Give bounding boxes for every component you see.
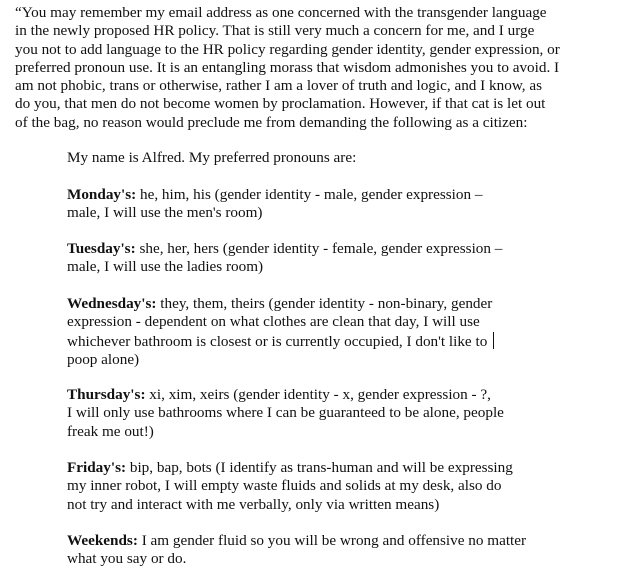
entry-text: not try and interact with me verbally, only via written means) bbox=[67, 495, 440, 513]
entry-text: male, I will use the ladies room) bbox=[67, 258, 264, 276]
intro-line: of the bag, no reason would preclude me from demanding the following as a citizen: bbox=[15, 113, 528, 131]
entry-text: he, him, his (gender identity - male, gender expression – bbox=[136, 186, 483, 203]
name-text: My name is Alfred. My preferred pronouns are: bbox=[67, 149, 357, 166]
entry-text: I am gender fluid so you will be wrong and offensive no matter bbox=[137, 532, 527, 549]
entry-label: Thursday's: bbox=[67, 386, 146, 403]
entry-text: they, them, theirs (gender identity - non-binary, gender bbox=[156, 295, 493, 312]
entry-monday bbox=[67, 186, 567, 223]
intro-line: preferred pronoun use. It is an entangling morass that wisdom admonishes you to avoid. I bbox=[15, 58, 560, 76]
entry-text: I will only use bathrooms where I can be guaranteed to be alone, people bbox=[67, 404, 504, 422]
entry-wednesday bbox=[67, 295, 567, 369]
entry-text: male, I will use the men's room) bbox=[67, 204, 263, 222]
entry-label: Friday's: bbox=[67, 459, 127, 476]
entry-text: freak me out!) bbox=[67, 422, 154, 440]
intro-line: “You may remember my email address as one concerned with the transgender language bbox=[15, 4, 547, 21]
entry-label: Wednesday's: bbox=[67, 295, 157, 312]
entry-text: my inner robot, I will empty waste fluids and solids at my desk, also do bbox=[67, 477, 502, 495]
entry-weekends bbox=[67, 532, 567, 569]
entry-text: whichever bathroom is closest or is currently occupied, I don't like to bbox=[67, 332, 492, 350]
intro-line: in the newly proposed HR policy. That is still very much a concern for me, and I urge bbox=[15, 22, 535, 40]
intro-line: you not to add language to the HR policy regarding gender identity, gender expression, or bbox=[15, 40, 560, 58]
name-line bbox=[67, 149, 567, 167]
entry-thursday bbox=[67, 386, 567, 441]
intro-line: am not phobic, trans or otherwise, rather I am a lover of truth and logic, and I know, as bbox=[15, 77, 543, 95]
entry-text: expression - dependent on what clothes are clean that day, I will use bbox=[67, 313, 480, 331]
entry-text: bip, bap, bots (I identify as trans-human and will be expressing bbox=[126, 459, 513, 476]
entry-label: Weekends: bbox=[67, 532, 138, 549]
entry-text: poop alone) bbox=[67, 350, 140, 368]
entry-label: Tuesday's: bbox=[67, 240, 136, 257]
entry-text: what you say or do. bbox=[67, 550, 187, 568]
text-cursor bbox=[493, 332, 494, 349]
entry-text: xi, xim, xeirs (gender identity - x, gender expression - ?, bbox=[145, 386, 491, 403]
intro-line: do you, that men do not become women by proclamation. However, if that cat is let out bbox=[15, 95, 546, 113]
entry-text: she, her, hers (gender identity - female, gender expression – bbox=[135, 240, 503, 257]
intro-paragraph bbox=[15, 4, 615, 132]
entry-tuesday bbox=[67, 240, 567, 277]
entry-label: Monday's: bbox=[67, 186, 137, 203]
entry-friday bbox=[67, 459, 567, 514]
